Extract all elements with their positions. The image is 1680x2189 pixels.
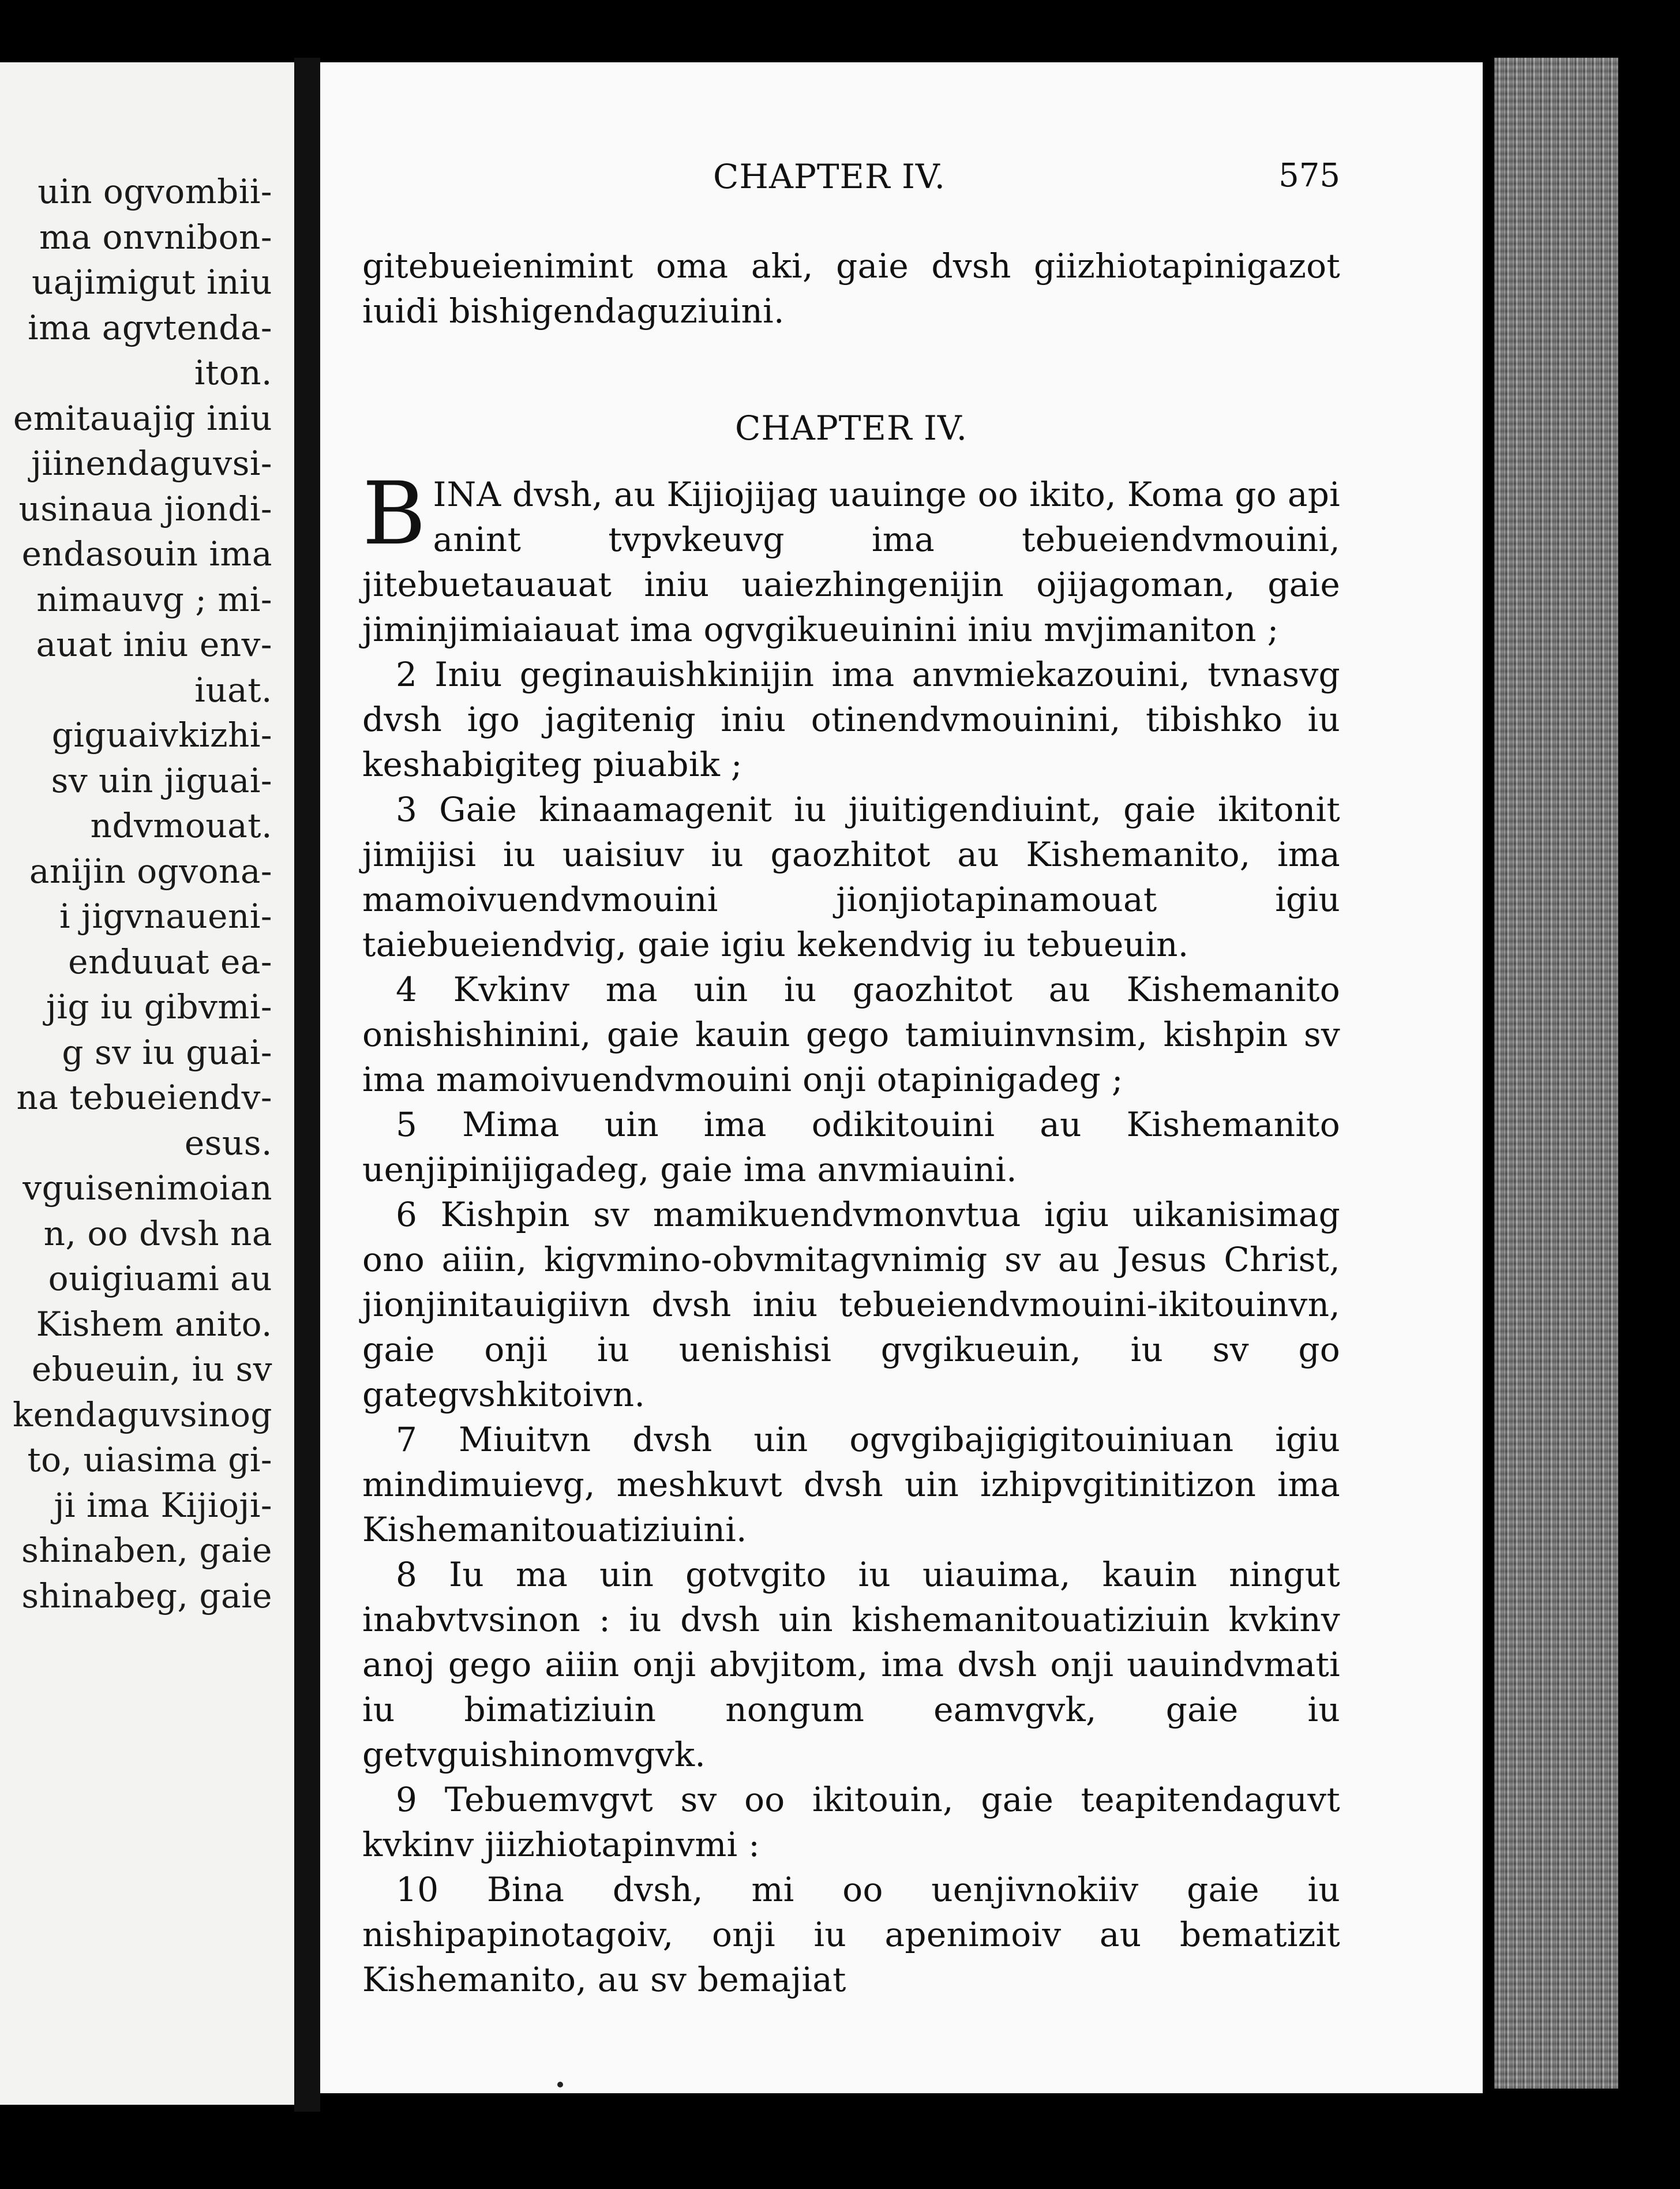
page-speck bbox=[557, 2082, 563, 2087]
book-gutter bbox=[294, 58, 320, 2112]
left-page-line: iuat. bbox=[194, 670, 272, 710]
running-title: CHAPTER IV. bbox=[713, 157, 946, 196]
verse-8: 8 Iu ma uin gotvgito iu uiauima, kauin ningut inabvtvsinon : iu dvsh uin kishemanitouatiziuin kvkinv anoj gego aiiin onji abvjitom, ima dvsh onji uauindvmati iu bimatiziuin nongum eamvgvk, gaie iu getvguishinomvgvk. bbox=[362, 1555, 1340, 1774]
previous-page bbox=[0, 62, 294, 2105]
left-page-line: vguisenimoian bbox=[22, 1168, 272, 1208]
left-page-line: i jigvnaueni- bbox=[59, 897, 272, 936]
left-page-line: auat iniu env- bbox=[36, 625, 272, 664]
left-page-line: nimauvg ; mi- bbox=[36, 579, 272, 619]
left-page-line: ji ima Kijioji- bbox=[54, 1485, 272, 1525]
continuation-paragraph: gitebueienimint oma aki, gaie dvsh giizhiotapinigazot iuidi bishigendaguziuini. bbox=[362, 246, 1340, 331]
left-page-line: g sv iu guai- bbox=[62, 1032, 272, 1072]
verse-1 bbox=[362, 464, 1340, 652]
left-page-line: ma onvnibon- bbox=[39, 217, 272, 257]
verse-3: 3 Gaie kinaamagenit iu jiuitigendiuint, gaie ikitonit jimijisi iu uaisiuv iu gaozhitot au Kishemanito, ima mamoivuendvmouini jionjiotapinamouat igiu taiebueiendvig, gaie igiu kekendvig iu tebueuin. bbox=[362, 790, 1340, 964]
left-page-line: jiinendaguvsi- bbox=[31, 444, 272, 483]
verse-7: 7 Miuitvn dvsh uin ogvgibajigigitouiniuan igiu mindimuievg, meshkuvt dvsh uin izhipvgitinitizon ima Kishemanitouatiziuini. bbox=[362, 1420, 1340, 1549]
left-page-line: ebueuin, iu sv bbox=[31, 1350, 272, 1389]
left-page-line: shinaben, gaie bbox=[21, 1531, 272, 1570]
left-page-line: esus. bbox=[184, 1123, 272, 1163]
left-page-line: sv uin jiguai- bbox=[51, 760, 272, 800]
drop-cap: B bbox=[362, 464, 426, 564]
verse-10: 10 Bina dvsh, mi oo uenjivnokiiv gaie iu nishipapinotagoiv, onji iu apenimoiv au bematizit Kishemanito, au sv bemajiat bbox=[362, 1870, 1340, 1999]
left-page-line: emitauajig iniu bbox=[13, 398, 272, 438]
left-page-line: na tebueiendv- bbox=[16, 1078, 272, 1117]
left-page-line: ima agvtenda- bbox=[28, 308, 272, 347]
verse-1-first-word: INA bbox=[433, 475, 502, 514]
left-page-line: ndvmouat. bbox=[90, 806, 272, 845]
left-page-line: iton. bbox=[194, 353, 272, 392]
verse-list bbox=[362, 464, 1340, 2002]
verse-1-text: dvsh, au Kijiojijag uauinge oo ikito, Koma go api anint tvpvkeuvg ima tebueiendvmouini, jitebuetauauat iniu uaiezhingenijin ojijagoman, gaie jiminjimiaiauat ima ogvgikueuinini iniu mvjimaniton ; bbox=[362, 475, 1340, 649]
left-page-line: uin ogvombii- bbox=[38, 172, 272, 211]
verse-9: 9 Tebuemvgvt sv oo ikitouin, gaie teapitendaguvt kvkinv jiizhiotapinvmi : bbox=[362, 1780, 1340, 1864]
left-page-line: enduuat ea- bbox=[68, 942, 272, 981]
page-number: 575 bbox=[1278, 157, 1340, 194]
verse-5: 5 Mima uin ima odikitouini au Kishemanito uenjipinijigadeg, gaie ima anvmiauini. bbox=[362, 1105, 1340, 1189]
left-page-line: usinaua jiondi- bbox=[18, 489, 272, 528]
left-page-line: shinabeg, gaie bbox=[21, 1576, 272, 1615]
left-page-line: ouigiuami au bbox=[48, 1259, 272, 1298]
page-stack-edge bbox=[1494, 58, 1618, 2089]
left-page-line: giguaivkizhi- bbox=[51, 715, 272, 755]
left-page-line: anijin ogvona- bbox=[29, 851, 272, 891]
left-page-line: kendaguvsinog bbox=[13, 1395, 272, 1434]
left-page-line: jig iu gibvmi- bbox=[46, 987, 272, 1026]
left-page-line: n, oo dvsh na bbox=[43, 1213, 272, 1253]
verse-2: 2 Iniu geginauishkinijin ima anvmiekazouini, tvnasvg dvsh igo jagitenig iniu otinendvmouinini, tibishko iu keshabigiteg piuabik ; bbox=[362, 655, 1340, 784]
running-head bbox=[362, 157, 1340, 203]
left-page-line: endasouin ima bbox=[21, 534, 272, 574]
chapter-title: CHAPTER IV. bbox=[734, 408, 968, 448]
verse-6: 6 Kishpin sv mamikuendvmonvtua igiu uikanisimag ono aiiin, kigvmino-obvmitagvnimig sv au Jesus Christ, jionjinitauigiivn dvsh iniu tebueiendvmouini-ikitouinvn, gaie onji iu uenishisi gvgikueuin, iu sv go gategvshkitoivn. bbox=[362, 1195, 1340, 1414]
left-page-line: uajimigut iniu bbox=[31, 263, 272, 302]
left-page-line: Kishem anito. bbox=[36, 1304, 272, 1344]
verse-4: 4 Kvkinv ma uin iu gaozhitot au Kishemanito onishishinini, gaie kauin gego tamiuinvnsim, kishpin sv ima mamoivuendvmouini onji otapinigadeg ; bbox=[362, 970, 1340, 1099]
left-page-line: to, uiasima gi- bbox=[27, 1440, 272, 1479]
